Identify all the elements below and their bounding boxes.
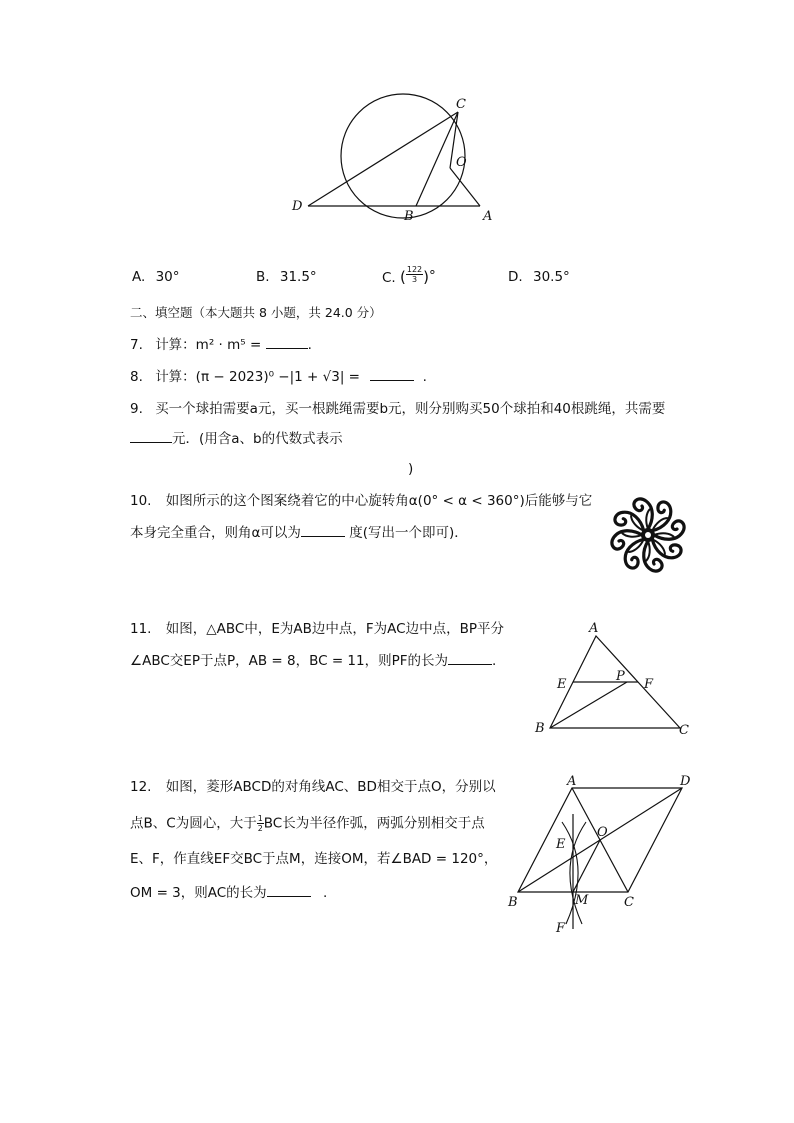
option-d-letter: D. (508, 269, 523, 285)
option-a-letter: A. (132, 269, 146, 285)
label-a: A (483, 209, 493, 224)
option-c-denominator: 3 (411, 274, 418, 284)
q10-blank[interactable] (301, 524, 345, 537)
q8-text: 计算：(π − 2023)⁰ −|1 + √3| = (155, 369, 360, 385)
q9-line1: 买一个球拍需要a元，买一根跳绳需要b元，则分别购买50个球拍和40根跳绳，共需要 (155, 401, 666, 417)
q10-line1: 如图所示的这个图案绕着它的中心旋转角α(0° < α < 360°)后能够与它 (165, 493, 593, 509)
circle-tangent-figure (280, 90, 520, 230)
question-12-line1 (130, 778, 496, 796)
label-c: C (624, 895, 634, 910)
segment-oa (450, 168, 480, 206)
q12-line4: OM = 3，则AC的长为 (130, 885, 267, 901)
option-c-unit: ° (429, 268, 436, 284)
option-d (508, 268, 570, 286)
q8-end: . (422, 369, 427, 385)
q12-frac-numerator: 1 (257, 814, 263, 823)
q12-line1: 如图，菱形ABCD的对角线AC、BD相交于点O，分别以 (165, 779, 496, 795)
label-p: P (616, 669, 625, 684)
label-c: C (679, 723, 689, 738)
option-c: C. ( $\frac{122}{3}$ )° (382, 264, 436, 286)
q12-number: 12. (130, 779, 152, 795)
question-12-line3: E、F，作直线EF交BC于点M，连接OM，若∠BAD = 120°， (130, 851, 498, 867)
q7-end: . (307, 337, 312, 353)
q11-line2: ∠ABC交EP于点P，AB = 8，BC = 11，则PF的长为 (130, 653, 449, 669)
question-7 (130, 336, 312, 354)
label-c: C (456, 97, 466, 112)
q12-end: . (322, 885, 328, 901)
question-10-line1 (130, 492, 592, 510)
q11-blank[interactable] (448, 652, 492, 665)
q11-end: . (492, 653, 497, 669)
label-f: F (556, 921, 566, 936)
question-11-line1 (130, 620, 504, 638)
label-b: B (508, 895, 518, 910)
q8-number: 8. (130, 369, 143, 385)
label-f: F (644, 677, 654, 692)
question-8 (130, 368, 427, 386)
label-a: A (567, 774, 577, 789)
option-b-value: 31.5° (279, 269, 317, 285)
label-e: E (556, 837, 566, 852)
q7-number: 7. (130, 337, 143, 353)
q7-blank[interactable] (266, 336, 308, 349)
section-title: 二、填空题（本大题共 8 小题，共 24.0 分） (130, 305, 382, 320)
circle-o (341, 94, 465, 218)
option-a (132, 268, 180, 286)
label-o: O (597, 825, 608, 840)
q12-line2a: 点B、C为圆心，大于 (130, 815, 257, 832)
q12-line2b: BC长为半径作弧，两弧分别相交于点 (263, 815, 485, 832)
label-a: A (589, 621, 599, 636)
label-o: O (456, 155, 467, 170)
option-d-value: 30.5° (532, 269, 570, 285)
question-11-line2 (130, 652, 496, 670)
question-12-line4 (130, 884, 327, 902)
triangle-abc-figure (530, 618, 700, 742)
rhombus-abcd-figure (500, 774, 700, 942)
label-d: D (680, 774, 691, 789)
q8-blank[interactable] (370, 368, 414, 381)
q10-line2b: 度(写出一个即可)． (349, 525, 468, 541)
segment-dc (308, 112, 458, 206)
option-a-value: 30° (155, 269, 180, 285)
q11-number: 11. (130, 621, 152, 637)
label-b: B (535, 721, 545, 736)
q9-blank[interactable] (130, 430, 172, 443)
label-e: E (557, 677, 567, 692)
question-9-line2 (130, 430, 343, 448)
q7-text: 计算：m² · m⁵ = (155, 337, 262, 353)
q9-line2: 元．(用含a、b的代数式表示 (172, 431, 343, 447)
question-12-line2 (130, 814, 485, 833)
question-9-line1 (130, 400, 665, 418)
option-b (256, 268, 317, 286)
q12-frac-denominator: 2 (257, 824, 263, 833)
swirl-pattern-figure (600, 490, 696, 580)
q12-blank[interactable] (267, 884, 311, 897)
option-c-letter: C. (382, 270, 396, 286)
q10-line2a: 本身完全重合，则角α可以为 (130, 525, 301, 541)
label-d: D (292, 199, 303, 214)
q10-number: 10. (130, 493, 152, 509)
label-b: B (404, 209, 414, 224)
label-m: M (575, 893, 589, 908)
q11-line1: 如图，△ABC中，E为AB边中点，F为AC边中点，BP平分 (165, 621, 504, 637)
question-10-line2 (130, 524, 468, 542)
q9-close-paren: ) (408, 461, 414, 477)
option-b-letter: B. (256, 269, 270, 285)
option-c-numerator: 122 (406, 264, 423, 274)
q9-number: 9. (130, 401, 143, 417)
